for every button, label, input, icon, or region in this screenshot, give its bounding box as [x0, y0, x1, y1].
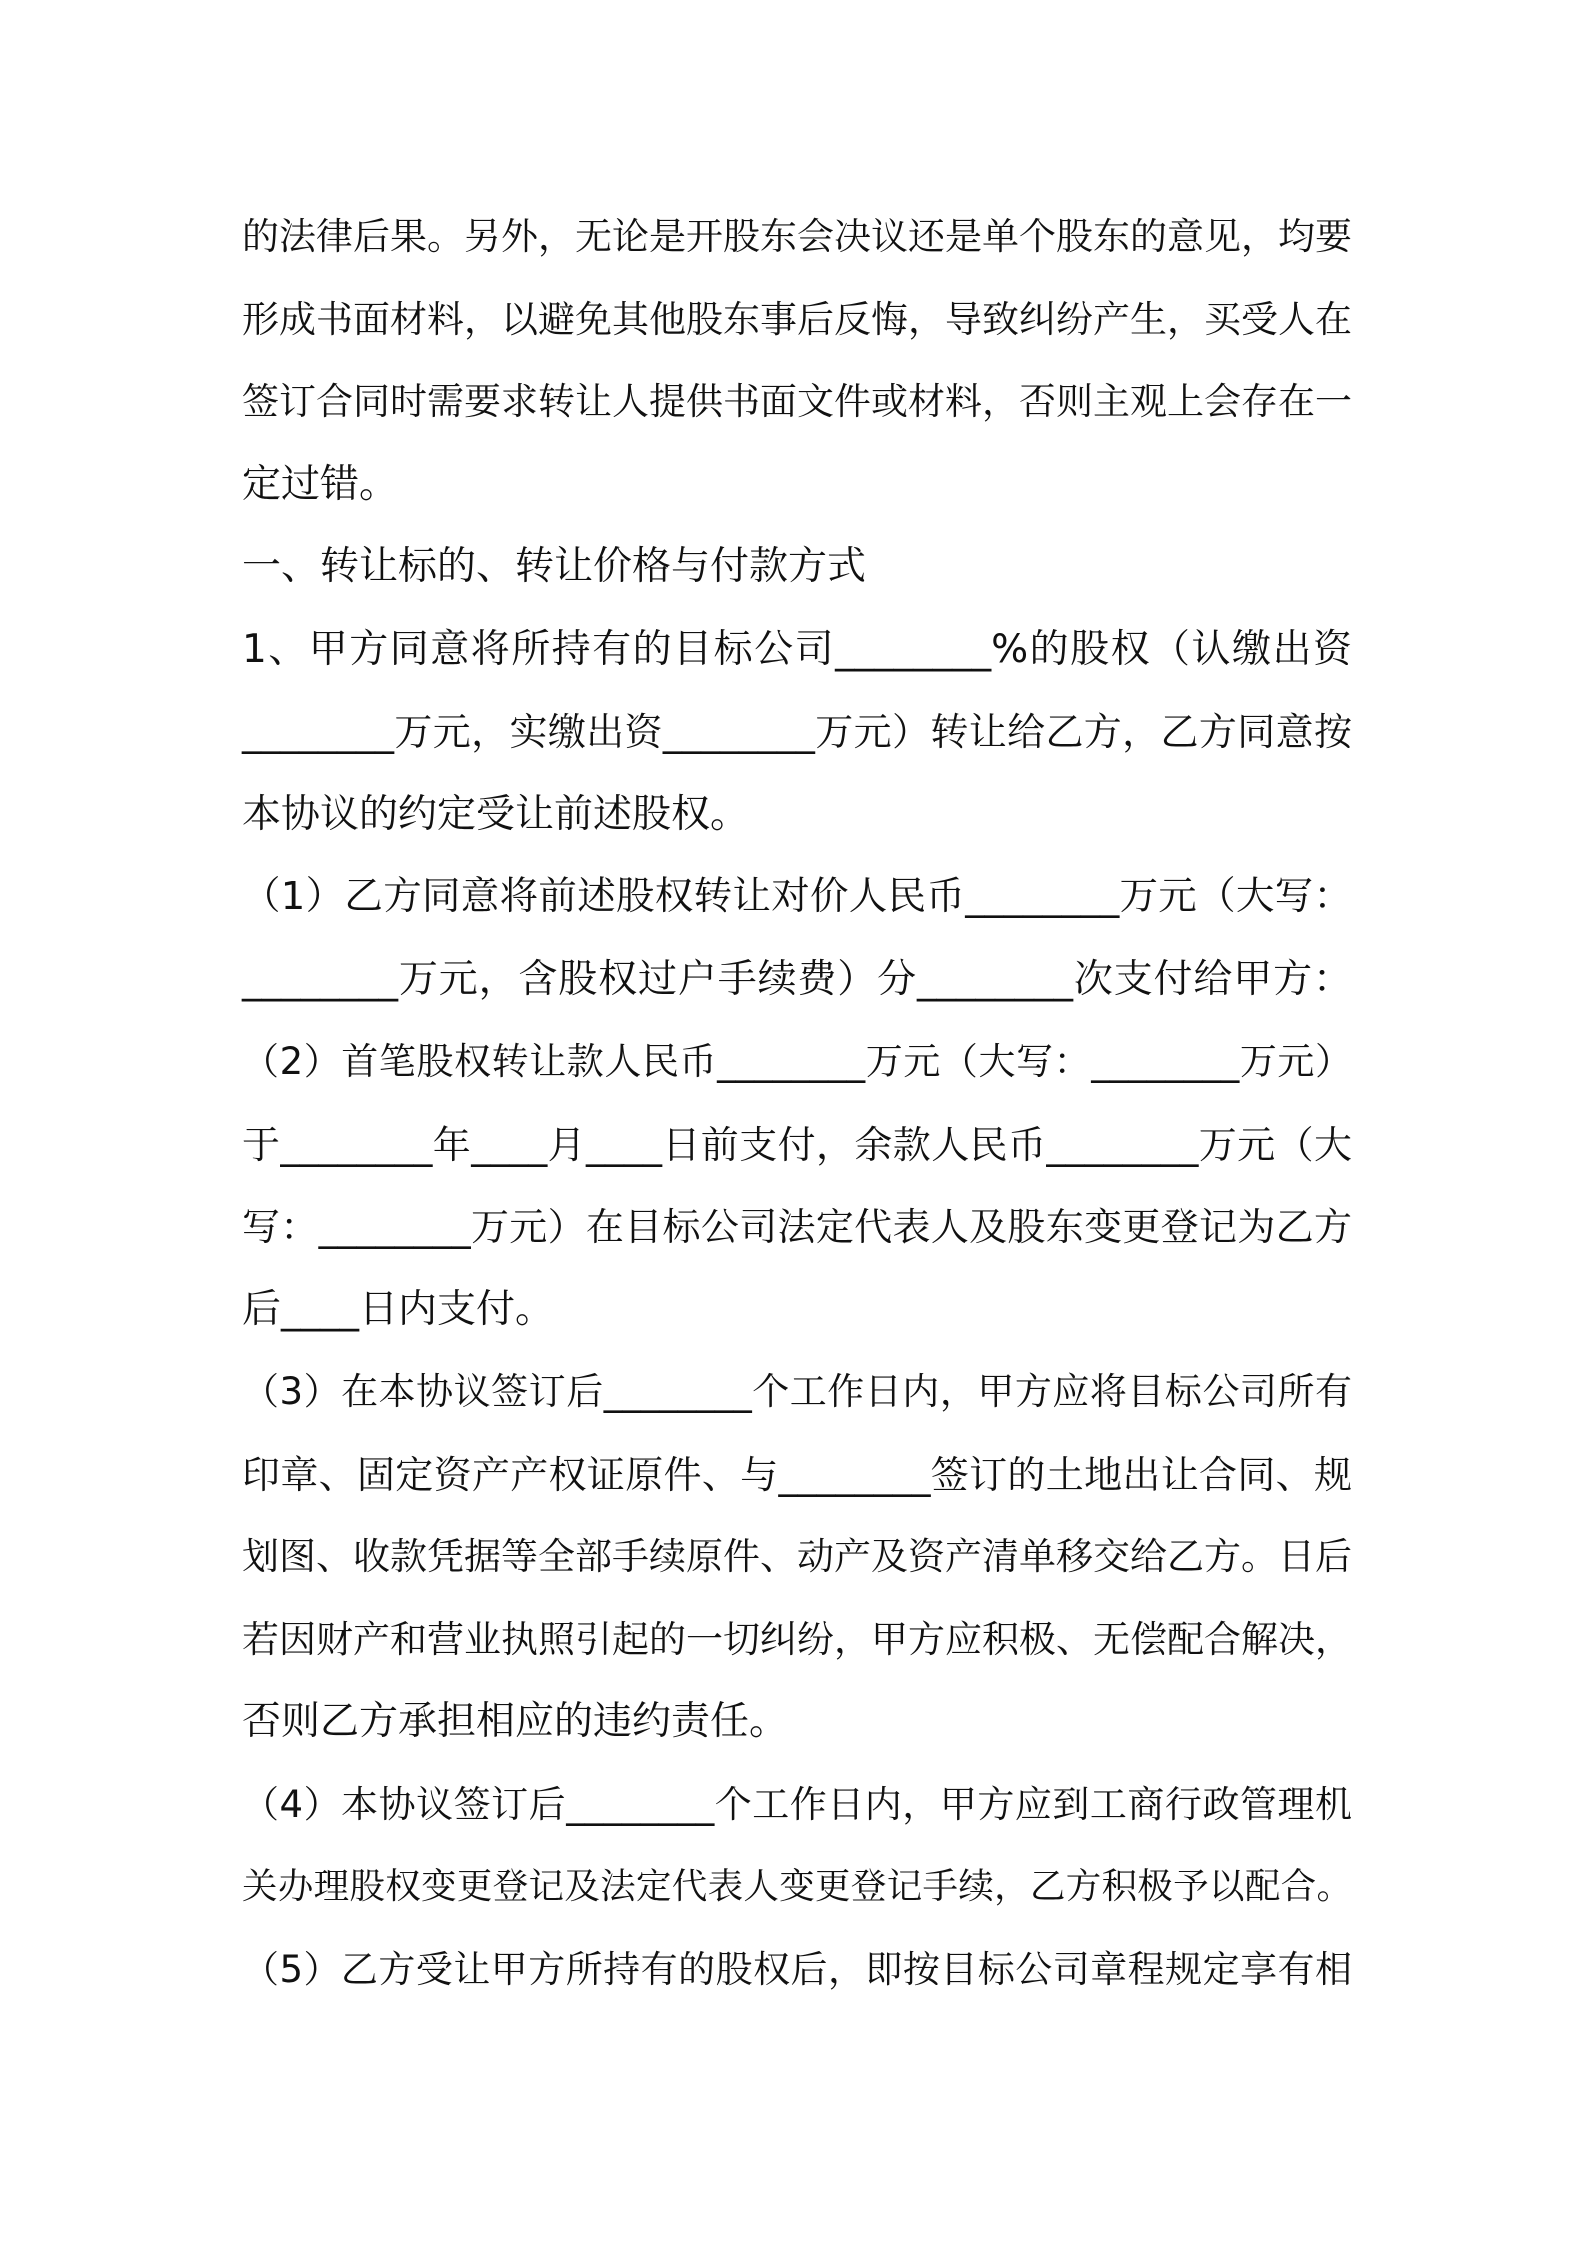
clause-line: 划图、收款凭据等全部手续原件、动产及资产清单移交给乙方。日后	[242, 1535, 1352, 1578]
clause-line: （2）首笔股权转让款人民币________万元（大写：________万元）	[242, 1040, 1352, 1083]
clause-line: ________万元，实缴出资________万元）转让给乙方，乙方同意按	[242, 710, 1352, 754]
clause-line: （5）乙方受让甲方所持有的股权后，即按目标公司章程规定享有相	[242, 1947, 1352, 1991]
clause-line: 后____日内支付。	[242, 1286, 555, 1332]
clause-line: 1、甲方同意将所持有的目标公司________%的股权（认缴出资	[242, 626, 1352, 672]
clause-line: （1）乙方同意将前述股权转让对价人民币________万元（大写：	[242, 874, 1352, 919]
body-text-line: 签订合同时需要求转让人提供书面文件或材料，否则主观上会存在一	[242, 380, 1352, 423]
clause-line: 印章、固定资产产权证原件、与________签订的土地出让合同、规	[242, 1452, 1352, 1497]
clause-line: 若因财产和营业执照引起的一切纠纷，甲方应积极、无偿配合解决，	[242, 1617, 1352, 1661]
body-text-line: 定过错。	[242, 461, 399, 507]
body-text-line: 形成书面材料，以避免其他股东事后反悔，导致纠纷产生，买受人在	[242, 297, 1352, 341]
clause-line: ________万元，含股权过户手续费）分________次支付给甲方：	[242, 956, 1352, 1002]
section-heading: 一、转让标的、转让价格与付款方式	[242, 544, 867, 589]
clause-line: 关办理股权变更登记及法定代表人变更登记手续，乙方积极予以配合。	[242, 1866, 1352, 1907]
body-text-line: 的法律后果。另外，无论是开股东会决议还是单个股东的意见，均要	[242, 215, 1352, 258]
document-body	[242, 196, 1352, 2011]
clause-line: （4）本协议签订后________个工作日内，甲方应到工商行政管理机	[242, 1782, 1352, 1826]
clause-line: 否则乙方承担相应的违约责任。	[242, 1699, 789, 1744]
clause-line: 于________年____月____日前支付，余款人民币________万元（大	[242, 1122, 1352, 1167]
clause-line: （3）在本协议签订后________个工作日内，甲方应将目标公司所有	[242, 1370, 1352, 1413]
clause-line: 本协议的约定受让前述股权。	[242, 791, 750, 837]
clause-line: 写：________万元）在目标公司法定代表人及股东变更登记为乙方	[242, 1205, 1352, 1249]
